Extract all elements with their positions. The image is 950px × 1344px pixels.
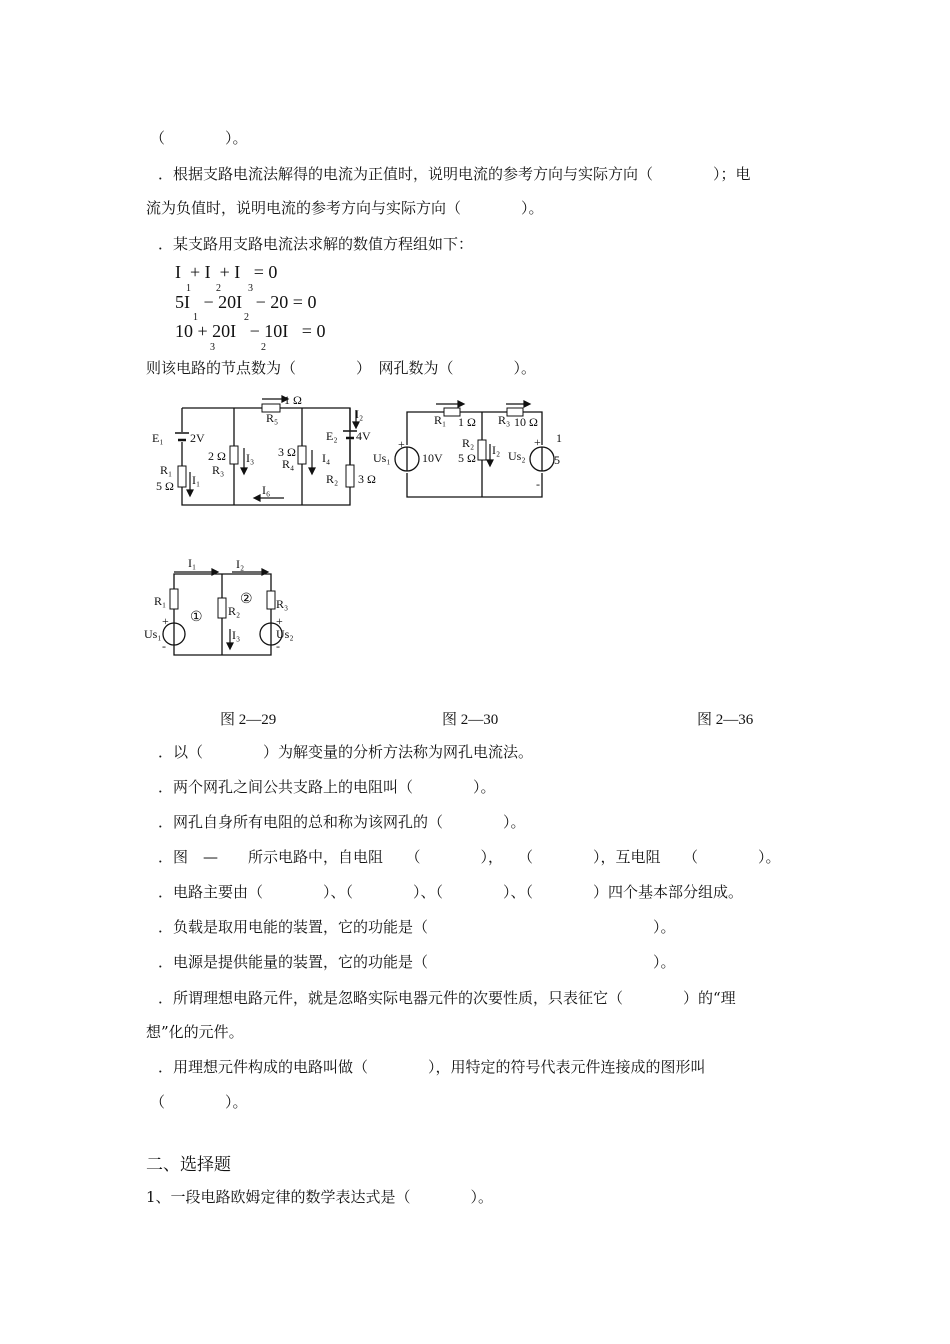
label-plus-2: + <box>534 435 541 449</box>
label-R2: R₂ <box>228 604 241 618</box>
label-minus-2: - <box>536 477 540 491</box>
label-I6: I₆ <box>262 483 271 497</box>
label-R5: R₅ <box>266 411 279 425</box>
subscript: 2 <box>261 342 266 353</box>
label-R3: R₃ <box>276 597 289 611</box>
label-minus: - <box>276 639 280 653</box>
figure-caption: 图 2—30 <box>442 712 499 728</box>
label-R4: R₄ <box>282 457 295 471</box>
text-line: ．电路主要由（ ）、（ ）、（ ）、（ ）四个基本部分组成。 <box>158 883 744 901</box>
text-line: ．网孔自身所有电阻的总和称为该网孔的（ ）。 <box>158 813 526 831</box>
label-R2-value: 3 Ω <box>358 472 376 486</box>
text-line: ．图 — 所示电路中，自电阻 （ ）， （ ），互电阻 （ ）。 <box>158 848 781 866</box>
subscript: 1 <box>193 312 198 323</box>
label-minus: - <box>162 639 166 653</box>
label-R2-value: 5 Ω <box>458 451 476 465</box>
label-Us2: Us₂ <box>276 627 294 641</box>
label-R1: R₁ <box>160 463 173 477</box>
subscript: 1 <box>186 283 191 294</box>
label-plus: + <box>162 614 169 628</box>
label-R3: R₃ <box>498 413 511 427</box>
label-I1: I₁ <box>188 556 197 570</box>
mesh-2-marker: ② <box>240 592 253 607</box>
figure-caption: 图 2—29 <box>220 712 277 728</box>
label-I4: I₄ <box>322 451 331 465</box>
label-I2: I₂ <box>236 557 245 571</box>
equation-2: 5I − 20I − 20 = 0 <box>175 292 317 312</box>
label-E2: E₂ <box>326 429 338 443</box>
subscript: 2 <box>216 283 221 294</box>
label-Us2-value: 5 <box>554 453 560 467</box>
label-R2: R₂ <box>462 436 475 450</box>
question-1: 1、一段电路欧姆定律的数学表达式是（ ）。 <box>146 1188 494 1206</box>
circuit-figure-2-36 <box>140 553 310 661</box>
text-line: ．以（ ）为解变量的分析方法称为网孔电流法。 <box>158 743 534 761</box>
circuit-figure-2-29 <box>150 390 390 515</box>
label-R5-value: 1 Ω <box>284 393 302 407</box>
label-Us1-value: 10V <box>422 451 443 465</box>
label-R1-value: 1 Ω <box>458 415 476 429</box>
equation-1: I + I + I = 0 <box>175 262 278 282</box>
equation-3: 10 + 20I − 10I = 0 <box>175 321 326 341</box>
label-plus: + <box>276 614 283 628</box>
subscript: 3 <box>210 342 215 353</box>
text-line: ．电源是提供能量的装置，它的功能是（ ）。 <box>158 953 676 971</box>
text-line: ．所谓理想电路元件，就是忽略实际电器元件的次要性质，只表征它（ ）的“理 <box>158 989 736 1007</box>
label-R3-value: 2 Ω <box>208 449 226 463</box>
label-I1: I₁ <box>192 473 201 487</box>
text-line: ．根据支路电流法解得的电流为正值时，说明电流的参考方向与实际方向（ ）；电 <box>158 165 751 183</box>
subscript: 2 <box>244 312 249 323</box>
text-line: （ ）。 <box>150 129 248 147</box>
label-R1-value: 5 Ω <box>156 479 174 493</box>
text-line: ．负载是取用电能的装置，它的功能是（ ）。 <box>158 918 676 936</box>
label-E1: E₁ <box>152 431 164 445</box>
mesh-1-marker: ① <box>190 610 203 625</box>
label-I3: I₃ <box>246 451 255 465</box>
label-R1: R₁ <box>434 413 447 427</box>
figure-caption: 图 2—36 <box>697 712 754 728</box>
label-Us2: Us₂ <box>508 449 526 463</box>
label-plus-1: + <box>398 437 405 451</box>
section-title: 二、选择题 <box>146 1155 231 1175</box>
text-line: 则该电路的节点数为（ ） 网孔数为（ ）。 <box>146 359 537 377</box>
label-Us1: Us₁ <box>144 627 162 641</box>
label-E2-value: 4V <box>356 429 371 443</box>
label-Us1: Us₁ <box>373 451 391 465</box>
text-line: （ ）。 <box>150 1093 248 1111</box>
label-R1: R₁ <box>154 594 167 608</box>
circuit-figure-2-30 <box>370 400 570 505</box>
subscript: 3 <box>248 283 253 294</box>
label-R4-value: 3 Ω <box>278 445 296 459</box>
text-line: 流为负值时，说明电流的参考方向与实际方向（ ）。 <box>146 199 544 217</box>
label-I2: I₂ <box>492 443 501 457</box>
label-E1-value: 2V <box>190 431 205 445</box>
text-line: ．用理想元件构成的电路叫做（ ），用特定的符号代表元件连接成的图形叫 <box>158 1058 706 1076</box>
text-line: ．两个网孔之间公共支路上的电阻叫（ ）。 <box>158 778 496 796</box>
label-R3-value: 10 Ω <box>514 415 538 429</box>
text-line: 想”化的元件。 <box>146 1023 244 1041</box>
label-one: 1 <box>556 431 562 445</box>
label-R2: R₂ <box>326 472 339 486</box>
text-line: ．某支路用支路电流法求解的数值方程组如下： <box>158 235 474 253</box>
label-I3: I₃ <box>232 628 241 642</box>
label-I2: I₂ <box>355 407 364 421</box>
label-R3: R₃ <box>212 463 225 477</box>
